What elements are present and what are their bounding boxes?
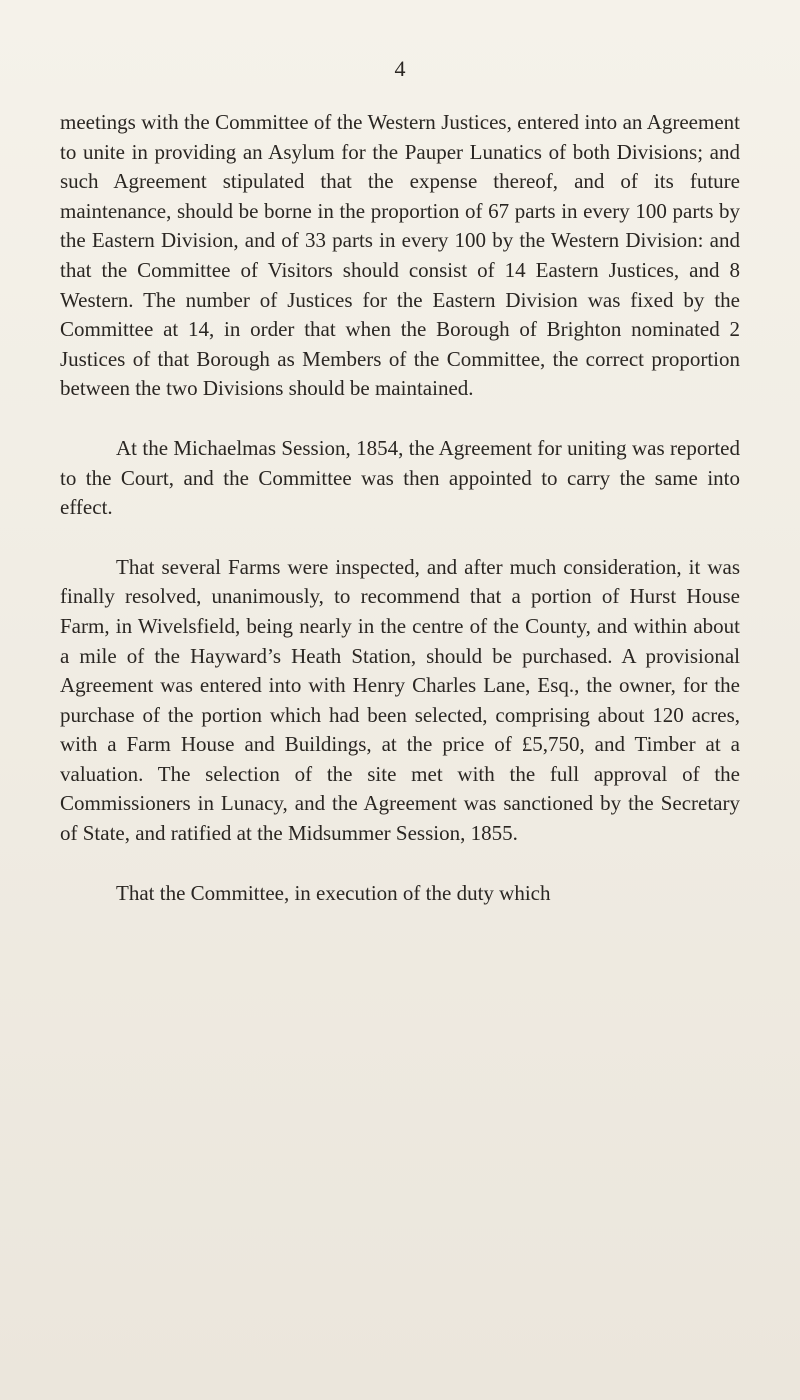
body-text: [60, 108, 740, 908]
paragraph-farms-inspected: That several Farms were inspected, and after much consideration, it was finally resolved, unanimously, to recommend that a portion of Hurst House Farm, in Wivelsfield, being nearly in the centre of the County, and within about a mile of the Hayward’s Heath Station, should be purchased. A provisional Agreement was entered into with Henry Charles Lane, Esq., the owner, for the purchase of the portion which had been selected, comprising about 120 acres, with a Farm House and Buildings, at the price of £5,750, and Timber at a valuation. The selection of the site met with the full approval of the Commissioners in Lunacy, and the Agreement was sanctioned by the Secretary of State, and ratified at the Midsummer Session, 1855.: [60, 554, 740, 846]
paragraph-michaelmas-session: At the Michaelmas Session, 1854, the Agreement for uniting was reported to the Court, and the Committee was then appointed to carry the same into effect.: [60, 435, 740, 520]
paragraph-committee-duty: That the Committee, in execution of the duty which: [116, 880, 551, 905]
page-number: 4: [394, 56, 406, 81]
paragraph-continuation: meetings with the Committee of the Western Justices, entered into an Agreement to unite in providing an Asylum for the Pauper Lunatics of both Divisions; and such Agreement stipulated that the expense thereof, and of its future maintenance, should be borne in the proportion of 67 parts in every 100 parts by the Eastern Division, and of 33 parts in every 100 by the Western Division: and that the Committee of Visitors should consist of 14 Eastern Justices, and 8 Western. The number of Justices for the Eastern Division was fixed by the Committee at 14, in order that when the Borough of Brighton nominated 2 Justices of that Borough as Members of the Committee, the correct proportion between the two Divisions should be maintained.: [60, 110, 740, 401]
